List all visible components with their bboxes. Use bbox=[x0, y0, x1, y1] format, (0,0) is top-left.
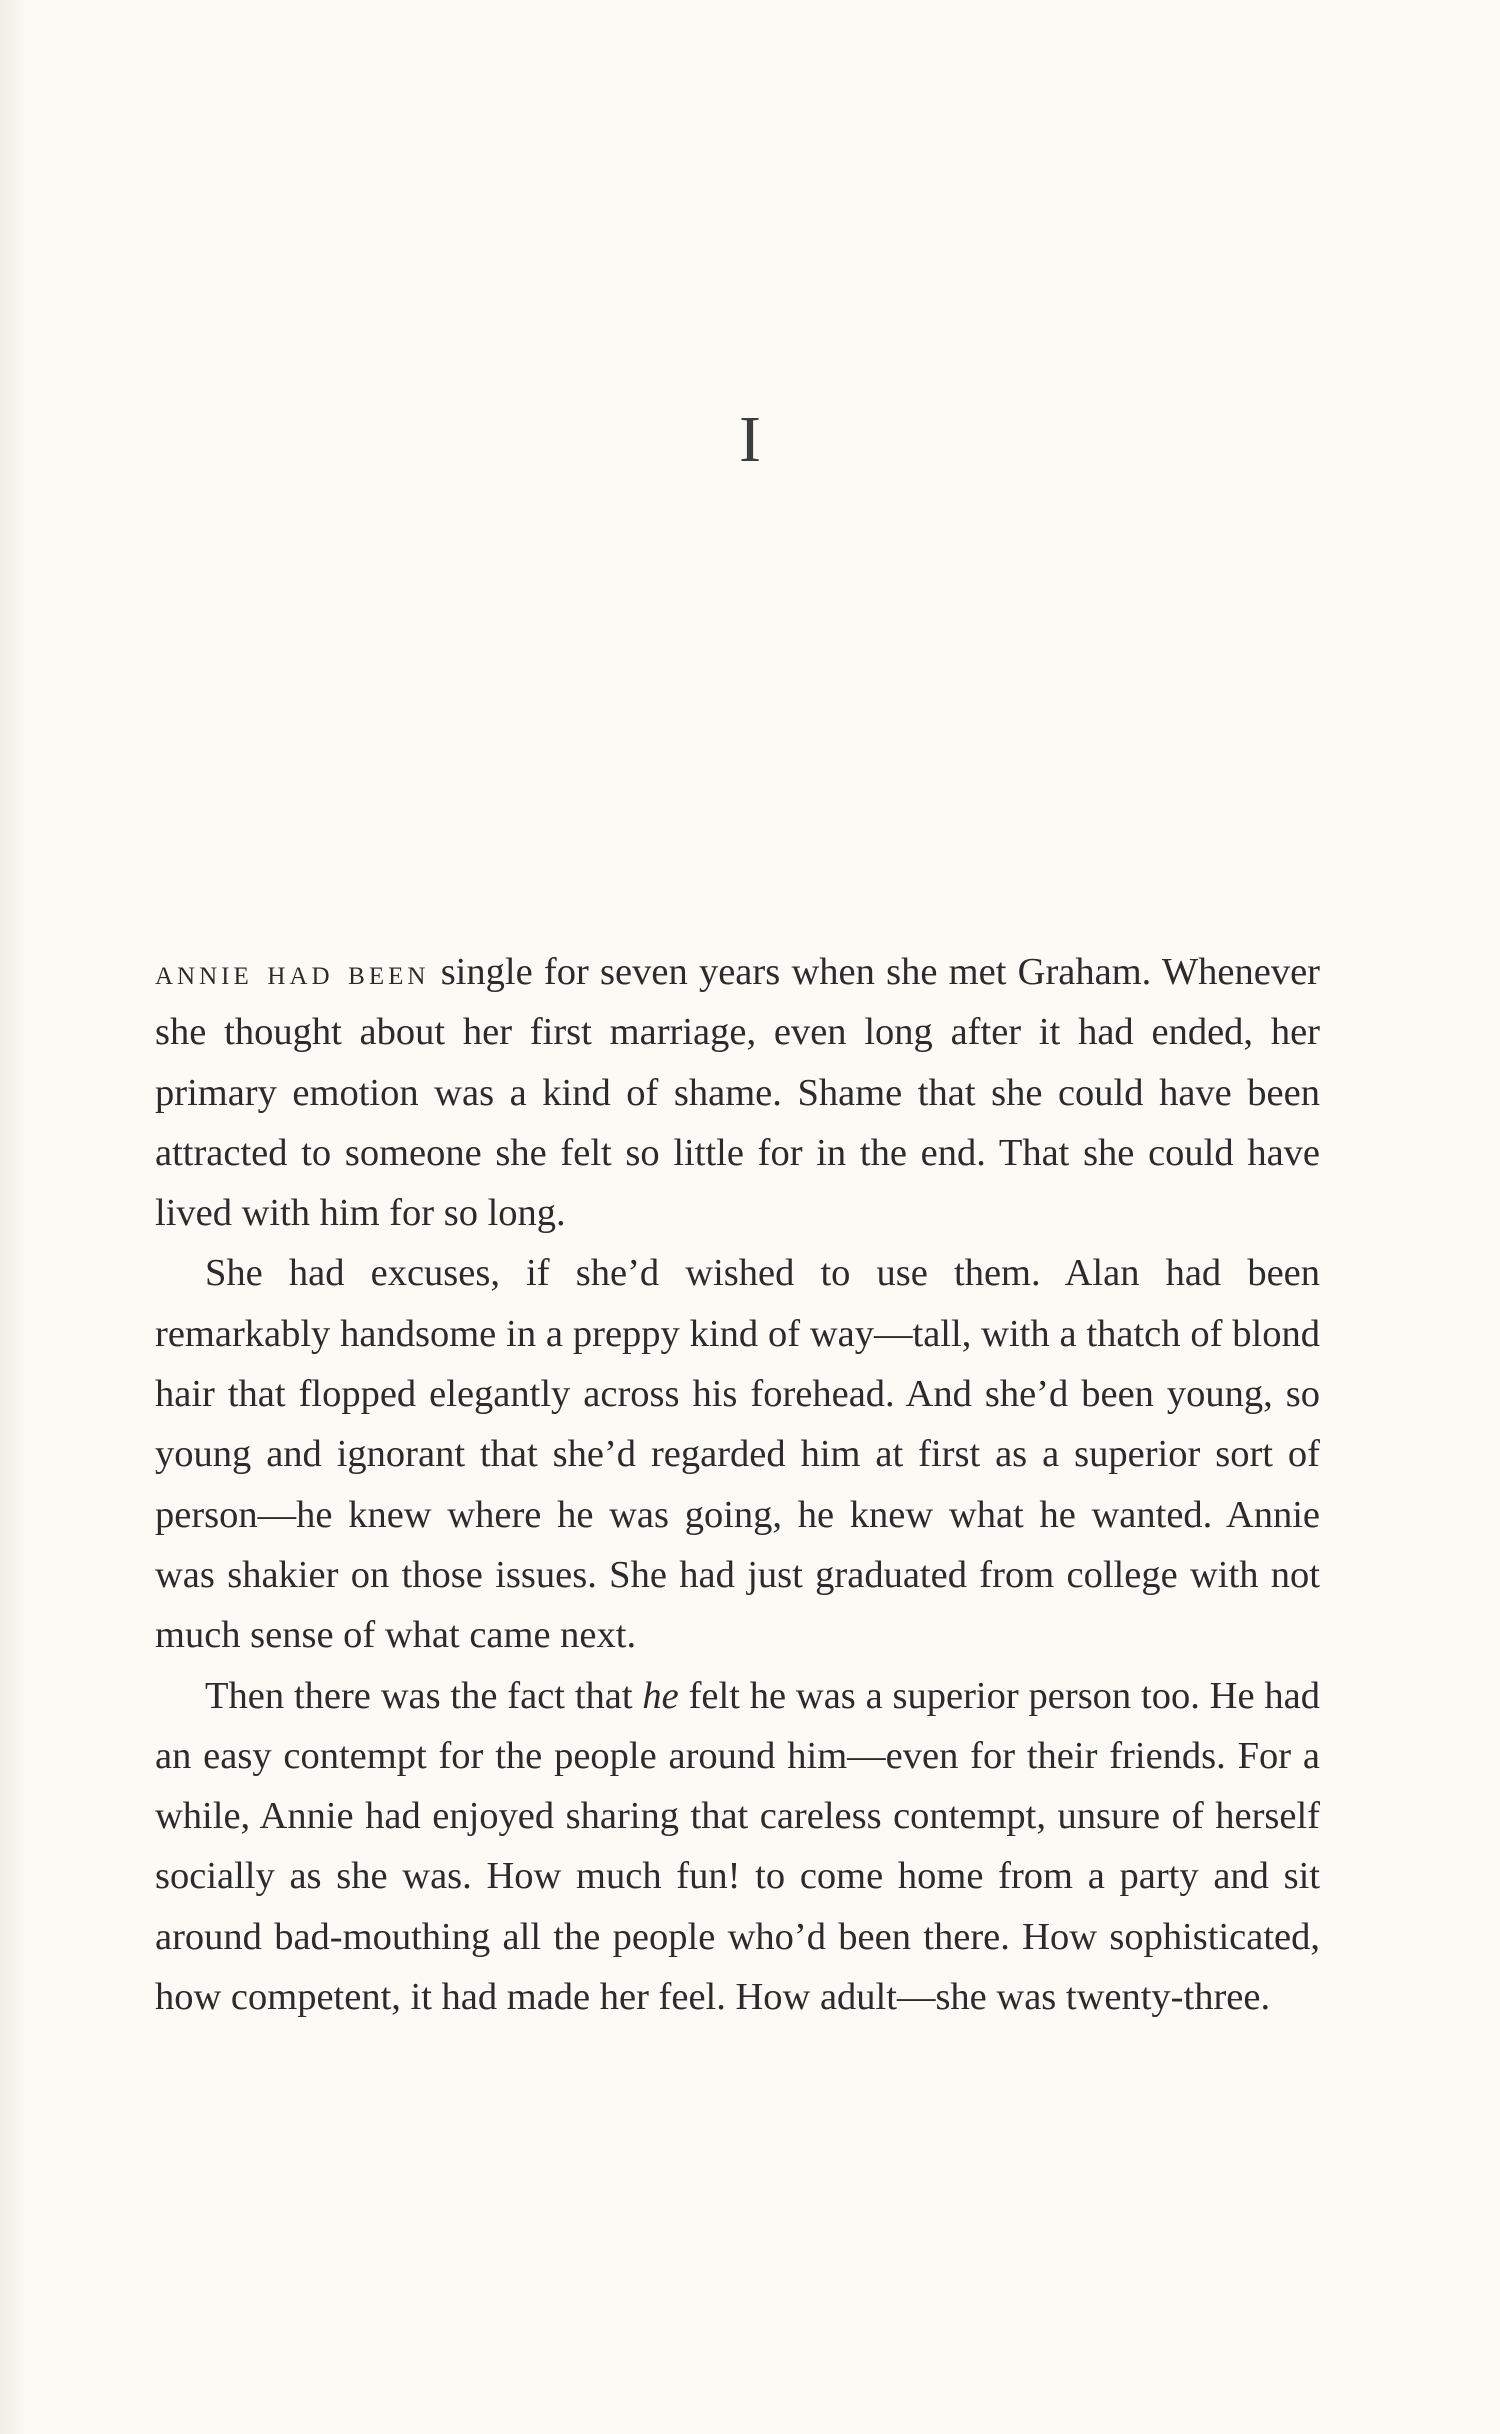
paragraph-2 bbox=[155, 1243, 1320, 1665]
paragraph-3 bbox=[155, 1666, 1320, 2028]
body-text bbox=[155, 942, 1320, 2027]
chapter-number: I bbox=[739, 403, 761, 476]
paragraph-3-emphasis: he bbox=[642, 1674, 679, 1717]
paragraph-3-text-before: Then there was the fact that bbox=[205, 1674, 643, 1717]
paragraph-1-text: single for seven years when she met Graham. Whenever she thought about her first marriage, even long after it had ended, her primary emotion was a kind of shame. Shame that she could have been attracted to someone she felt so little for in the end. That she could have lived with him for so long. bbox=[155, 951, 1320, 1235]
paragraph-2-text: She had excuses, if she’d wished to use them. Alan had been remarkably handsome in a preppy kind of way—tall, with a thatch of blond hair that flopped elegantly across his forehead. And she’d been young, so young and ignorant that she’d regarded him at first as a superior sort of person—he knew where he was going, he knew what he wanted. Annie was shakier on those issues. She had just graduated from college with not much sense of what came next. bbox=[155, 1252, 1320, 1657]
scan-edge-shadow bbox=[0, 0, 26, 2434]
paragraph-1 bbox=[155, 942, 1320, 1243]
opening-small-caps: annie had been bbox=[155, 952, 430, 992]
paragraph-3-text-after: felt he was a superior person too. He had an easy contempt for the people around him—even for their friends. For a while, Annie had enjoyed sharing that careless contempt, unsure of herself socially as she was. How much fun! to come home from a party and sit around bad-mouthing all the people who’d been there. How sophisticated, how competent, it had made her feel. How adult—she was twenty-three. bbox=[155, 1674, 1320, 2019]
